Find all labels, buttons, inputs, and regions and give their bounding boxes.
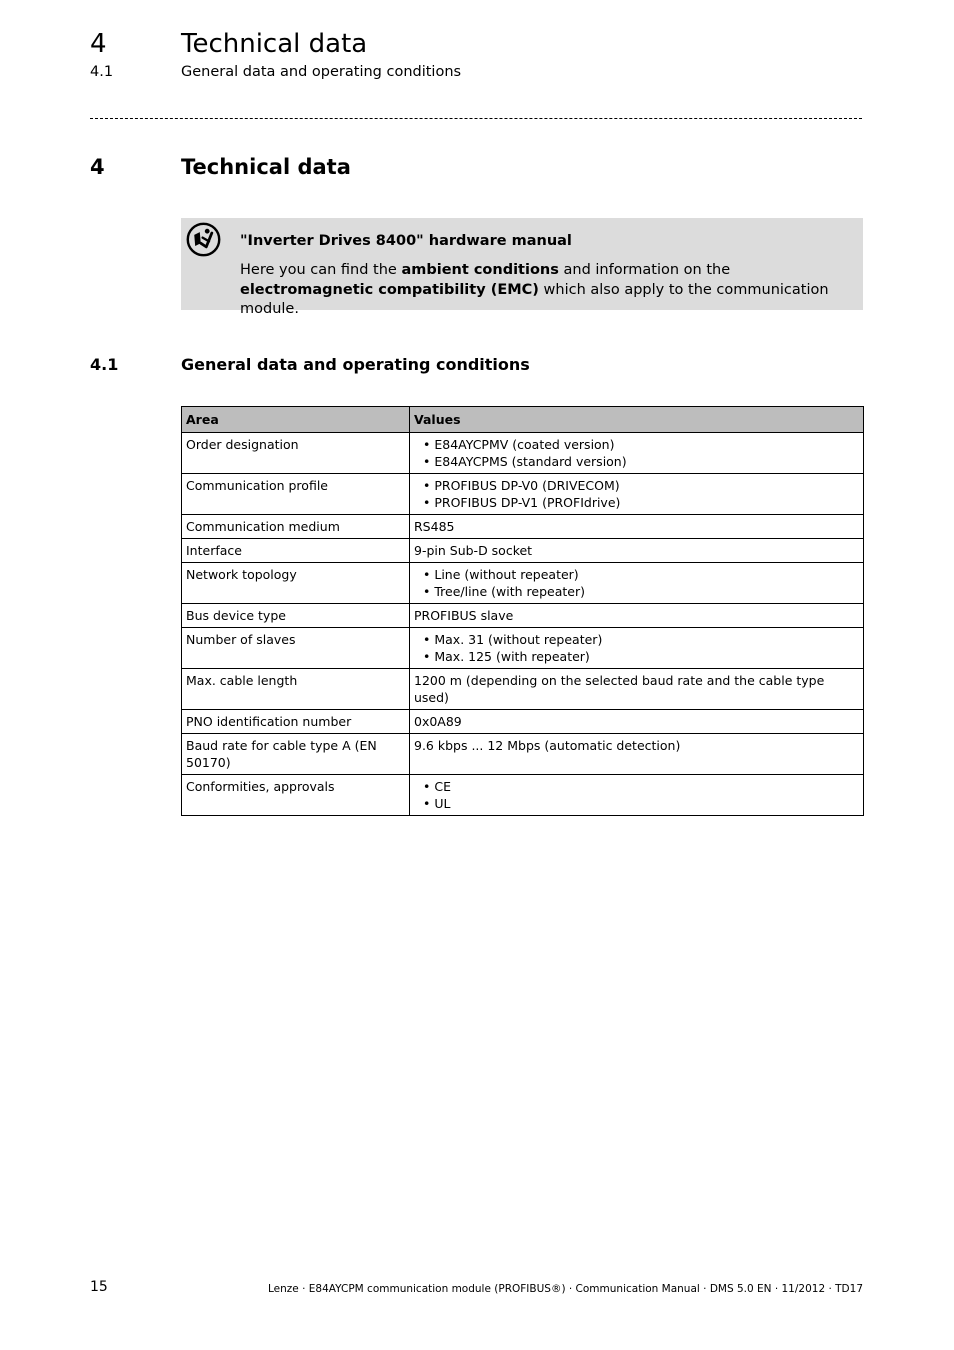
area-cell: Baud rate for cable type A (EN 50170) — [182, 734, 410, 775]
table-row — [182, 710, 864, 734]
values-cell — [410, 433, 864, 474]
area-cell: Communication medium — [182, 515, 410, 539]
list-item: • CE — [423, 778, 859, 795]
running-header-section-title: General data and operating conditions — [181, 64, 462, 80]
manual-reference-icon — [185, 221, 222, 258]
column-header-area: Area — [182, 407, 410, 433]
list-item: • UL — [423, 795, 859, 812]
area-cell: PNO identification number — [182, 710, 410, 734]
chapter-heading-number: 4 — [90, 155, 105, 179]
document-footer: Lenze · E84AYCPM communication module (PROFIBUS®) · Communication Manual · DMS 5.0 EN · 11/2012 · TD17 — [268, 1283, 863, 1295]
running-header-chapter-number: 4 — [90, 29, 107, 59]
area-cell: Max. cable length — [182, 669, 410, 710]
table-row — [182, 563, 864, 604]
values-cell — [410, 563, 864, 604]
area-cell: Communication profile — [182, 474, 410, 515]
chapter-heading-title: Technical data — [181, 155, 351, 179]
values-cell: 9.6 kbps ... 12 Mbps (automatic detection) — [410, 734, 864, 775]
table-row — [182, 734, 864, 775]
note-bold-emc: electromagnetic compatibility (EMC) — [240, 281, 539, 298]
note-bold-ambient: ambient conditions — [401, 262, 559, 278]
note-text-part: and information on the — [558, 262, 731, 278]
list-item: • E84AYCPMS (standard version) — [423, 453, 859, 470]
list-item: • Line (without repeater) — [423, 566, 859, 583]
area-cell: Conformities, approvals — [182, 775, 410, 816]
area-cell: Number of slaves — [182, 628, 410, 669]
list-item: • E84AYCPMV (coated version) — [423, 436, 859, 453]
table-row — [182, 628, 864, 669]
list-item: • PROFIBUS DP-V1 (PROFIdrive) — [423, 494, 859, 511]
values-cell: 9-pin Sub-D socket — [410, 539, 864, 563]
header-divider — [90, 118, 862, 119]
area-cell: Interface — [182, 539, 410, 563]
table-row — [182, 474, 864, 515]
list-item: • PROFIBUS DP-V0 (DRIVECOM) — [423, 477, 859, 494]
note-text — [240, 261, 840, 320]
column-header-values: Values — [410, 407, 864, 433]
note-text-part: Here you can find the — [240, 262, 402, 278]
table-row — [182, 604, 864, 628]
page-number: 15 — [90, 1279, 108, 1295]
values-cell: RS485 — [410, 515, 864, 539]
note-text-part: which also apply to the communication module. — [240, 281, 829, 317]
table-row — [182, 669, 864, 710]
list-item: • Max. 31 (without repeater) — [423, 631, 859, 648]
reference-note-box — [181, 218, 863, 317]
table-row — [182, 539, 864, 563]
section-heading-number: 4.1 — [90, 355, 119, 374]
general-data-table — [181, 406, 864, 816]
running-header-chapter-title: Technical data — [181, 29, 368, 59]
list-item: • Tree/line (with repeater) — [423, 583, 859, 600]
list-item: • Max. 125 (with repeater) — [423, 648, 859, 665]
values-cell: PROFIBUS slave — [410, 604, 864, 628]
area-cell: Network topology — [182, 563, 410, 604]
table-row — [182, 433, 864, 474]
area-cell: Order designation — [182, 433, 410, 474]
table-header-row — [182, 407, 864, 433]
values-cell — [410, 628, 864, 669]
running-header-section-number: 4.1 — [90, 64, 114, 80]
values-cell — [410, 775, 864, 816]
values-cell: 1200 m (depending on the selected baud rate and the cable type used) — [410, 669, 864, 710]
table-row — [182, 775, 864, 816]
values-cell — [410, 474, 864, 515]
section-heading-title: General data and operating conditions — [181, 355, 530, 374]
note-title: "Inverter Drives 8400" hardware manual — [240, 233, 572, 249]
area-cell: Bus device type — [182, 604, 410, 628]
table-row — [182, 515, 864, 539]
values-cell: 0x0A89 — [410, 710, 864, 734]
